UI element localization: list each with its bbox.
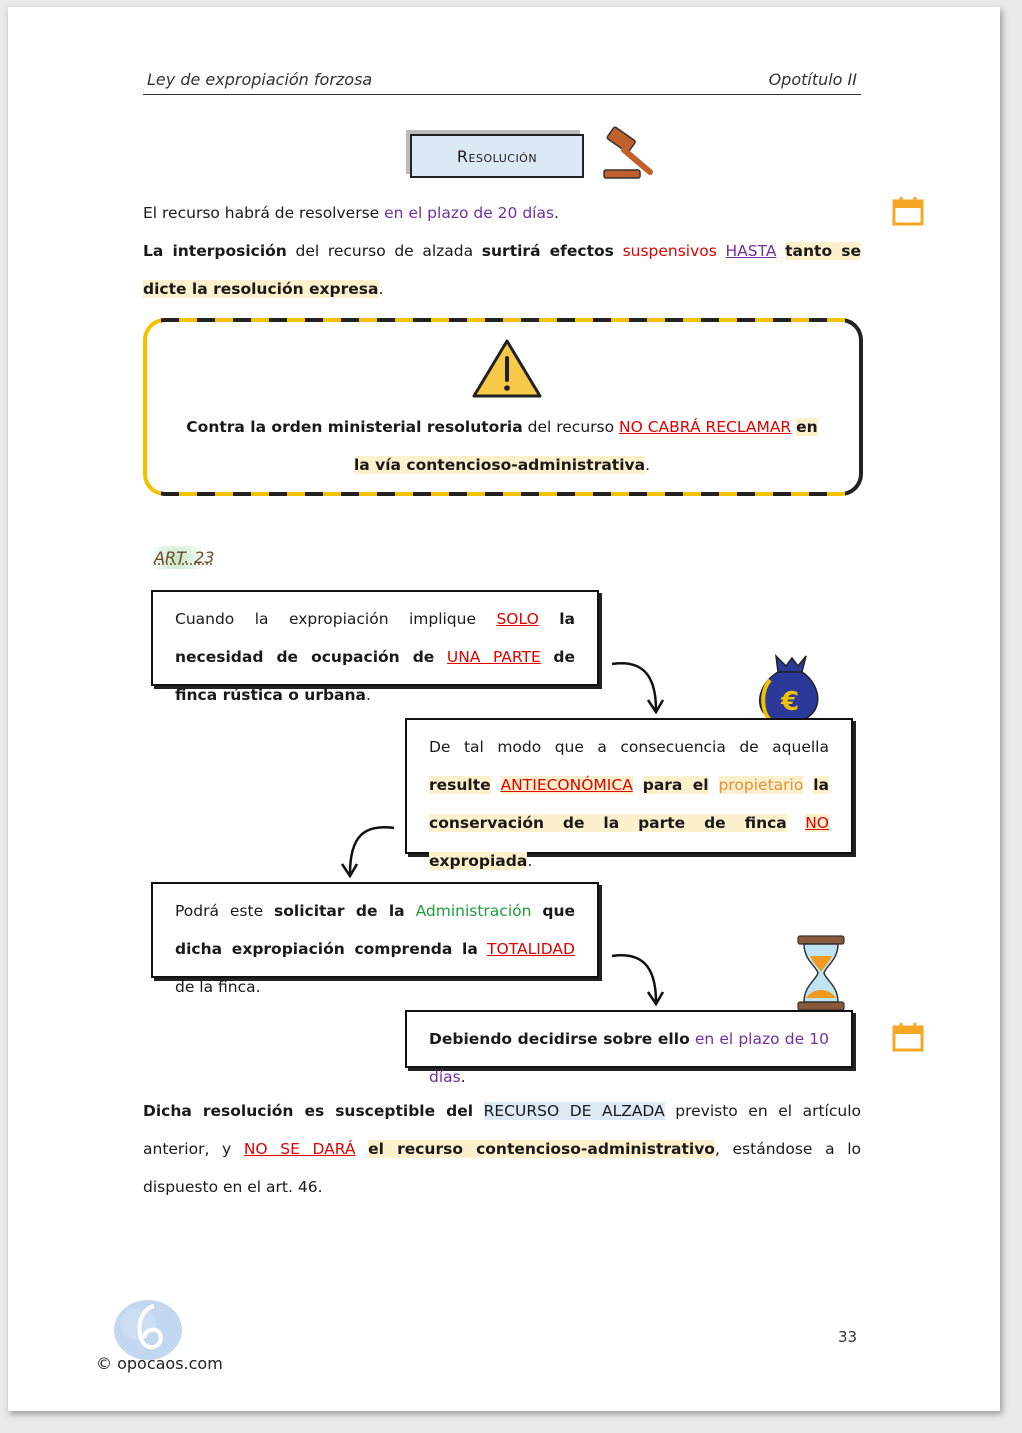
money-bag-icon: [748, 652, 830, 726]
text: .: [378, 280, 384, 298]
text-red-underline: UNA PARTE: [446, 648, 541, 666]
text-red: suspensivos: [622, 242, 717, 260]
space: [473, 1102, 484, 1120]
text-highlight-blue: RECURSO DE ALZADA: [483, 1102, 665, 1120]
arrow-icon: [610, 950, 670, 1010]
text-bold: Dicha resolución es susceptible del: [143, 1102, 474, 1120]
text: Podrá este: [175, 902, 275, 920]
text-red-underline: NO: [805, 814, 829, 832]
arrow-icon: [610, 658, 670, 718]
text-highlight: el recurso contencioso-administrativo: [368, 1140, 715, 1158]
hourglass-icon: [796, 934, 846, 1012]
space: [787, 814, 805, 832]
text-green: Administración: [415, 902, 532, 920]
page-header: [143, 68, 861, 95]
text-bold: Contra la orden ministerial resolutoria: [186, 418, 523, 436]
space: [803, 776, 813, 794]
flow-box-4: [405, 1010, 853, 1086]
text: de la finca.: [175, 978, 261, 996]
text-highlight: tanto se dicte la resolución expresa: [143, 242, 861, 298]
text: .: [645, 456, 651, 474]
calendar-icon: [892, 196, 924, 226]
text-purple-underline: HASTA: [725, 242, 777, 260]
text-highlight: la conservación de la parte de finca: [429, 776, 830, 832]
space: [614, 242, 623, 260]
header-section: Opotítulo II: [768, 70, 857, 89]
copyright: © opocaos.com: [96, 1354, 223, 1373]
text: previsto en el artículo anterior, y: [143, 1102, 861, 1158]
text-bold: de finca rústica o urbana: [175, 648, 575, 704]
space: [709, 776, 719, 794]
text-bold: que dicha expropiación comprenda la: [175, 902, 575, 958]
text-highlight: para el: [642, 776, 709, 794]
warning-icon: [471, 338, 543, 400]
flow-box-1: [151, 590, 599, 704]
text-red-underline: ANTIECONÓMICA: [500, 776, 633, 794]
space: [541, 648, 554, 666]
flow-box-2: [405, 718, 853, 870]
paragraph-recurso-alzada: [143, 1092, 861, 1206]
space: [539, 610, 559, 628]
section-title-text: Resolución: [456, 146, 538, 166]
space: [633, 776, 643, 794]
gavel-icon: [594, 126, 656, 182]
space: [405, 902, 416, 920]
text-bold: surtirá efectos: [481, 242, 614, 260]
text-bold: solicitar de la: [274, 902, 405, 920]
text-bold: La interposición: [143, 242, 287, 260]
text: del recurso: [522, 418, 620, 436]
header-title: Ley de expropiación forzosa: [147, 70, 373, 89]
text: .: [527, 852, 533, 870]
arrow-icon: [334, 822, 398, 882]
calendar-icon: [892, 1022, 924, 1052]
text-red-underline: NO SE DARÁ: [243, 1140, 356, 1158]
text-red-underline: SOLO: [496, 610, 539, 628]
text: , estándose a lo dispuesto en el art. 46.: [143, 1140, 861, 1196]
flow-box-3: [151, 882, 599, 996]
text-bold: Debiendo decidirse sobre ello: [429, 1030, 690, 1048]
svg-text:€: €: [781, 687, 800, 717]
text-purple: en el plazo de 10 días: [429, 1030, 829, 1086]
text-highlight: resulte: [429, 776, 491, 794]
space: [491, 776, 501, 794]
text: del recurso de alzada: [286, 242, 482, 260]
text: .: [366, 686, 371, 704]
text-orange: propietario: [718, 776, 804, 794]
text: El recurso habrá de resolverse: [143, 204, 385, 222]
article-label: ART. 23: [150, 546, 218, 569]
text: .: [460, 1068, 466, 1086]
text-red-underline: NO CABRÁ RECLAMAR: [619, 418, 792, 436]
space: [478, 940, 487, 958]
paragraph-interposicion: [143, 232, 861, 308]
space: [531, 902, 542, 920]
page-number: 33: [838, 1328, 858, 1346]
section-title: [410, 134, 584, 178]
text-highlight: en la vía contencioso-administrativa: [353, 418, 818, 474]
space: [717, 242, 726, 260]
warning-box: [143, 318, 863, 496]
space: [776, 242, 785, 260]
space: [434, 648, 447, 666]
text-red-underline: TOTALIDAD: [487, 940, 575, 958]
warning-text: [182, 408, 822, 484]
text-bold: la necesidad de ocupación de: [175, 610, 575, 666]
text: De tal modo que a consecuencia de aquella: [429, 738, 829, 756]
text: Cuando la expropiación implique: [175, 610, 497, 628]
text-highlight: expropiada: [429, 852, 528, 870]
text-purple: en el plazo de 20 días: [384, 204, 555, 222]
space: [356, 1140, 369, 1158]
text: .: [554, 204, 559, 222]
paragraph-plazo: [143, 194, 861, 232]
